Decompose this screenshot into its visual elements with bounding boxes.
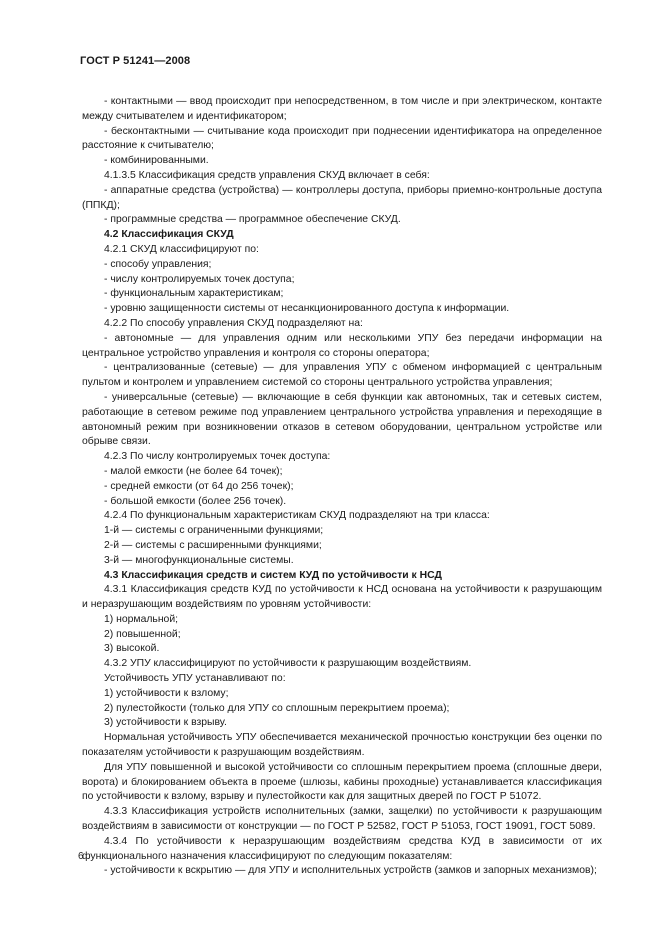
paragraph: 4.3.4 По устойчивости к неразрушающим воздействиям средства КУД в зависимости от их функционального назначения классифицируют по следующим показателям: bbox=[82, 835, 602, 862]
paragraph: - комбинированными. bbox=[104, 155, 209, 167]
paragraph: 2-й — системы с расширенными функциями; bbox=[104, 539, 322, 551]
paragraph: - аппаратные средства (устройства) — контроллеры доступа, приборы приемно-контрольные доступа (ППКД); bbox=[82, 184, 602, 211]
paragraph: 2) пулестойкости (только для УПУ со сплошным перекрытием проема); bbox=[104, 702, 450, 714]
paragraph: 2) повышенной; bbox=[104, 628, 181, 640]
paragraph: - универсальные (сетевые) — включающие в себя функции как автономных, так и сетевых систем, работающие в сетевом режиме под управлением центрального устройства управления и переходящие в автономный режим при возникновении отказов в сетевом оборудовании, центральном устройстве или обрыве связи. bbox=[82, 391, 602, 448]
paragraph: - централизованные (сетевые) — для управления УПУ с обменом информацией с центральным пультом и контролем и управлением системой со стороны центрального устройства управления; bbox=[82, 362, 602, 389]
paragraph: - программные средства — программное обеспечение СКУД. bbox=[104, 214, 401, 226]
paragraph: - бесконтактными — считывание кода происходит при поднесении идентификатора на определенное расстояние к считывателю; bbox=[82, 125, 602, 152]
paragraph: 4.3.2 УПУ классифицируют по устойчивости к разрушающим воздействиям. bbox=[104, 658, 472, 670]
paragraph: - средней емкости (от 64 до 256 точек); bbox=[104, 480, 294, 492]
paragraph: 3-й — многофункциональные системы. bbox=[104, 554, 294, 566]
paragraph: 1-й — системы с ограниченными функциями; bbox=[104, 525, 324, 537]
paragraph: - функциональным характеристикам; bbox=[104, 288, 284, 300]
paragraph: 4.1.3.5 Классификация средств управления СКУД включает в себя: bbox=[104, 169, 430, 181]
paragraph: 1) нормальной; bbox=[104, 613, 179, 625]
paragraph: 4.2.2 По способу управления СКУД подразделяют на: bbox=[104, 317, 363, 329]
document-body bbox=[82, 95, 602, 879]
paragraph: - числу контролируемых точек доступа; bbox=[104, 273, 295, 285]
document-header: ГОСТ Р 51241—2008 bbox=[80, 55, 191, 67]
paragraph: 4.3.3 Классификация устройств исполнительных (замки, защелки) по устойчивости к разрушающим воздействиям в зависимости от конструкции — по ГОСТ Р 52582, ГОСТ Р 51053, ГОСТ 19091, ГОСТ 5089. bbox=[82, 806, 602, 833]
paragraph: 3) высокой. bbox=[104, 643, 160, 655]
paragraph: 4.2.3 По числу контролируемых точек доступа: bbox=[104, 451, 331, 463]
paragraph: - контактными — ввод происходит при непосредственном, в том числе и при электрическом, контакте между считывателем и идентификатором; bbox=[82, 96, 602, 122]
paragraph: 4.2.4 По функциональным характеристикам СКУД подразделяют на три класса: bbox=[104, 510, 490, 522]
paragraph: - автономные — для управления одним или несколькими УПУ без передачи информации на центральное устройство управления и контроля со стороны оператора; bbox=[82, 332, 602, 359]
paragraph: Для УПУ повышенной и высокой устойчивости со сплошным перекрытием проема (сплошные двери, ворота) и блокированием объекта в проеме (шлюзы, кабины проходные) устанавливается классификация по устойчивости к взлому, взрыву и пулестойкости как для защитных дверей по ГОСТ Р 51072. bbox=[82, 761, 602, 803]
section-heading: 4.2 Классификация СКУД bbox=[104, 229, 234, 241]
paragraph: - устойчивости к вскрытию — для УПУ и исполнительных устройств (замков и запорных механизмов); bbox=[104, 865, 597, 877]
paragraph: 3) устойчивости к взрыву. bbox=[104, 717, 227, 729]
page-number: 6 bbox=[78, 851, 84, 862]
paragraph: 4.2.1 СКУД классифицируют по: bbox=[104, 243, 259, 255]
paragraph: - уровню защищенности системы от несанкционированного доступа к информации. bbox=[104, 303, 510, 315]
paragraph: Нормальная устойчивость УПУ обеспечивается механической прочностью конструкции без оценки по показателям устойчивости к разрушающим воздействиям. bbox=[82, 732, 602, 759]
paragraph: - большой емкости (более 256 точек). bbox=[104, 495, 287, 507]
section-heading: 4.3 Классификация средств и систем КУД по устойчивости к НСД bbox=[104, 569, 442, 581]
paragraph: - способу управления; bbox=[104, 258, 212, 270]
paragraph: - малой емкости (не более 64 точек); bbox=[104, 465, 283, 477]
paragraph: 4.3.1 Классификация средств КУД по устойчивости к НСД основана на устойчивости к разрушающим и неразрушающим воздействиям по уровням устойчивости: bbox=[82, 584, 602, 611]
paragraph: Устойчивость УПУ устанавливают по: bbox=[104, 673, 286, 685]
paragraph: 1) устойчивости к взлому; bbox=[104, 687, 229, 699]
